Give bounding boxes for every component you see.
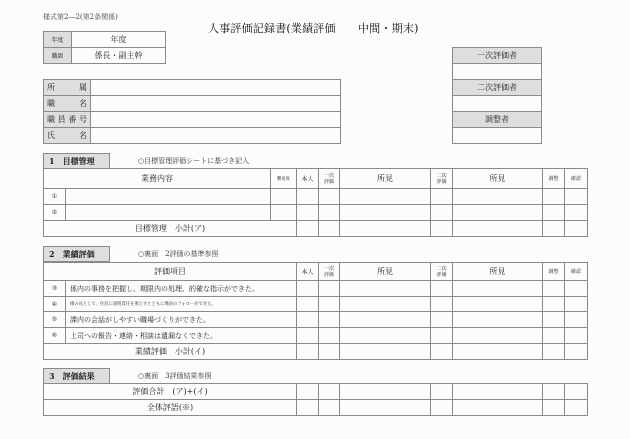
first-comment-cell[interactable] (340, 205, 431, 221)
first-eval-cell[interactable] (319, 344, 340, 360)
table-row (44, 312, 588, 328)
self-cell[interactable] (297, 400, 319, 416)
adjust-cell[interactable] (543, 312, 565, 328)
confirm-cell[interactable] (565, 189, 588, 205)
adjust-cell[interactable] (543, 344, 565, 360)
first-eval-cell[interactable] (319, 384, 340, 400)
second-eval-cell[interactable] (431, 281, 453, 297)
second-comment-cell[interactable] (453, 205, 543, 221)
first-eval-cell[interactable] (319, 281, 340, 297)
year-label: 年度 (44, 32, 72, 48)
first-comment-cell[interactable] (340, 297, 431, 312)
second-eval-cell[interactable] (431, 400, 453, 416)
second-comment-cell[interactable] (453, 221, 543, 237)
first-comment-cell[interactable] (340, 344, 431, 360)
first-comment-cell[interactable] (340, 221, 431, 237)
second-comment-cell[interactable] (453, 312, 543, 328)
row-number: ③ (44, 281, 66, 297)
table-row (44, 189, 588, 205)
grade-value[interactable]: 係長・副主幹 (72, 48, 166, 64)
second-eval-cell[interactable] (431, 328, 453, 344)
confirm-cell[interactable] (565, 297, 588, 312)
first-comment-cell[interactable] (340, 281, 431, 297)
confirm-cell[interactable] (565, 281, 588, 297)
confirm-cell[interactable] (565, 328, 588, 344)
second-comment-cell[interactable] (453, 189, 543, 205)
form-number: 様式第2―2(第2条関係) (43, 13, 118, 21)
table-row (44, 297, 588, 312)
self-cell[interactable] (297, 344, 319, 360)
grade-label: 職級 (44, 48, 72, 64)
self-cell[interactable] (297, 189, 319, 205)
first-eval-cell[interactable] (319, 312, 340, 328)
adjust-cell[interactable] (543, 281, 565, 297)
table-row (44, 205, 588, 221)
name-label: 氏名 (44, 128, 91, 144)
subtotal-label: 業績評価 小計(イ) (44, 344, 297, 360)
second-eval-header: 二次評価 (431, 263, 453, 281)
table-row (44, 328, 588, 344)
table-row (44, 400, 588, 416)
first-eval-header: 一次評価 (319, 263, 340, 281)
difficulty-cell[interactable] (271, 205, 297, 221)
table-row (44, 281, 588, 297)
section3-note: ○裏面 3評価結果参照 (138, 372, 212, 380)
adjust-cell[interactable] (543, 221, 565, 237)
evaluation-item: 係の長として、住民に説明責任を果たすとともに係員のフォローができた。 (66, 297, 297, 312)
adjust-header: 調整 (543, 169, 565, 189)
self-cell[interactable] (297, 384, 319, 400)
section3-table (43, 383, 588, 416)
first-eval-cell[interactable] (319, 189, 340, 205)
self-cell[interactable] (297, 281, 319, 297)
self-header: 本人 (297, 169, 319, 189)
second-eval-cell[interactable] (431, 384, 453, 400)
second-comment-cell[interactable] (453, 384, 543, 400)
self-cell[interactable] (297, 205, 319, 221)
evaluation-item: 上司への報告・連絡・相談は遺漏なくできた。 (66, 328, 297, 344)
second-comment-cell[interactable] (453, 297, 543, 312)
second-evaluator-field[interactable] (453, 96, 542, 112)
second-comment-cell[interactable] (453, 328, 543, 344)
first-evaluator-label: 一次評価者 (453, 48, 542, 64)
second-eval-header: 二次評価 (431, 169, 453, 189)
section1-title: 1 目標管理 (43, 153, 110, 169)
confirm-cell[interactable] (565, 384, 588, 400)
section2-title: 2 業績評価 (43, 246, 110, 262)
row-number: ⑤ (44, 312, 66, 328)
first-eval-cell[interactable] (319, 221, 340, 237)
adjust-header: 調整 (543, 263, 565, 281)
first-eval-cell[interactable] (319, 400, 340, 416)
overall-grade-label: 全体評語(※) (44, 400, 297, 416)
adjust-cell[interactable] (543, 328, 565, 344)
second-comment-cell[interactable] (453, 400, 543, 416)
self-cell[interactable] (297, 312, 319, 328)
difficulty-cell[interactable] (271, 189, 297, 205)
confirm-cell[interactable] (565, 344, 588, 360)
section1-note: ○目標管理評価シートに基づき記入 (138, 157, 250, 165)
first-comment-cell[interactable] (340, 400, 431, 416)
page-title: 人事評価記録書(業績評価 中間・期末) (208, 22, 419, 35)
task-field[interactable] (66, 205, 271, 221)
table-row (44, 384, 588, 400)
year-table (43, 31, 166, 64)
first-comment-cell[interactable] (340, 189, 431, 205)
confirm-cell[interactable] (565, 221, 588, 237)
task-field[interactable] (66, 189, 271, 205)
self-header: 本人 (297, 263, 319, 281)
first-eval-cell[interactable] (319, 205, 340, 221)
adjust-cell[interactable] (543, 205, 565, 221)
adjust-cell[interactable] (543, 400, 565, 416)
second-comment-header: 所見 (453, 169, 543, 189)
section2-note: ○裏面 2評価の基準参照 (138, 250, 219, 258)
row-number: ② (44, 205, 66, 221)
department-field[interactable] (91, 80, 341, 96)
second-comment-header: 所見 (453, 263, 543, 281)
second-comment-cell[interactable] (453, 344, 543, 360)
first-comment-cell[interactable] (340, 328, 431, 344)
row-number: ① (44, 189, 66, 205)
name-field[interactable] (91, 128, 341, 144)
adjust-cell[interactable] (543, 384, 565, 400)
second-eval-cell[interactable] (431, 297, 453, 312)
item-header: 評価項目 (44, 263, 297, 281)
adjust-cell[interactable] (543, 297, 565, 312)
self-cell[interactable] (297, 221, 319, 237)
confirm-cell[interactable] (565, 400, 588, 416)
first-comment-cell[interactable] (340, 384, 431, 400)
first-comment-header: 所見 (340, 263, 431, 281)
section1-table (43, 168, 588, 237)
second-evaluator-label: 二次評価者 (453, 80, 542, 96)
second-eval-cell[interactable] (431, 344, 453, 360)
row-number: ④ (44, 297, 66, 312)
adjuster-label: 調整者 (453, 112, 542, 128)
employee-info-table (43, 79, 341, 144)
self-cell[interactable] (297, 328, 319, 344)
year-value[interactable]: 年度 (72, 32, 166, 48)
confirm-header: 確認 (565, 169, 588, 189)
evaluators-table (452, 47, 542, 144)
first-evaluator-field[interactable] (453, 64, 542, 80)
employee-number-label: 職員番号 (44, 112, 91, 128)
confirm-cell[interactable] (565, 205, 588, 221)
subtotal-label: 目標管理 小計(ア) (44, 221, 297, 237)
content-header: 業務内容 (44, 169, 271, 189)
second-comment-cell[interactable] (453, 281, 543, 297)
row-number: ⑥ (44, 328, 66, 344)
second-eval-cell[interactable] (431, 189, 453, 205)
second-eval-cell[interactable] (431, 205, 453, 221)
adjust-cell[interactable] (543, 189, 565, 205)
confirm-cell[interactable] (565, 312, 588, 328)
subtotal-row (44, 344, 588, 360)
total-label: 評価合計 (ア)+(イ) (44, 384, 297, 400)
adjuster-field[interactable] (453, 128, 542, 144)
second-eval-cell[interactable] (431, 312, 453, 328)
evaluation-item: 課内の会話がしやすい職場づくりができた。 (66, 312, 297, 328)
first-comment-header: 所見 (340, 169, 431, 189)
section2-table (43, 262, 588, 360)
department-label: 所属 (44, 80, 91, 96)
evaluation-item: 係内の事務を把握し、期限内の処理、的確な指示ができた。 (66, 281, 297, 297)
subtotal-row (44, 221, 588, 237)
job-title-field[interactable] (91, 96, 341, 112)
employee-number-field[interactable] (91, 112, 341, 128)
first-eval-cell[interactable] (319, 328, 340, 344)
confirm-header: 確認 (565, 263, 588, 281)
section3-title: 3 評価結果 (43, 368, 110, 384)
first-eval-header: 一次評価 (319, 169, 340, 189)
self-cell[interactable] (297, 297, 319, 312)
first-eval-cell[interactable] (319, 297, 340, 312)
second-eval-cell[interactable] (431, 221, 453, 237)
first-comment-cell[interactable] (340, 312, 431, 328)
difficulty-header: 難易度 (271, 169, 297, 189)
job-title-label: 職名 (44, 96, 91, 112)
